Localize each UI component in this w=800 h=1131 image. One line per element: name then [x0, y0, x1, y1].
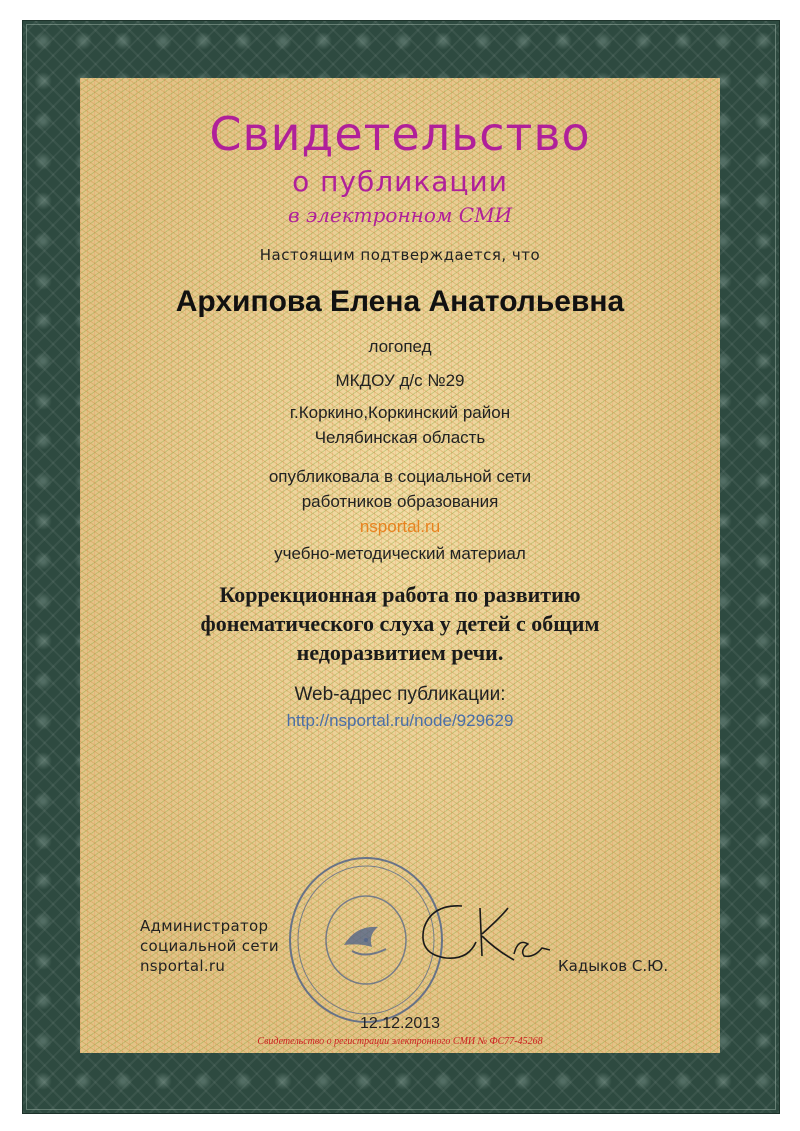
person-position: логопед [368, 337, 432, 356]
published-text-line1: опубликовала в социальной сети [268, 467, 532, 486]
organization: МКДОУ д/с №29 [335, 371, 465, 390]
work-title [0, 580, 800, 667]
site-name: nsportal.ru [359, 517, 441, 536]
certificate-subtitle: о публикации [292, 165, 508, 198]
admin-line1: Администратор [140, 917, 269, 935]
region: Челябинская область [314, 428, 486, 447]
city: г.Коркино,Коркинский район [289, 403, 511, 422]
handwritten-signature-icon [410, 898, 560, 973]
admin-caption [140, 916, 279, 976]
work-title-line3: недоразвитием речи. [296, 640, 504, 665]
work-title-line2: фонематического слуха у детей с общим [200, 611, 600, 636]
confirm-text: Настоящим подтверждается, что [259, 246, 541, 264]
issue-date: 12.12.2013 [359, 1015, 441, 1032]
web-address-label: Web-адрес публикации: [294, 684, 506, 705]
certificate-title: Свидетельство [209, 107, 591, 161]
registration-note: Свидетельство о регистрации электронного СМИ № ФС77-45268 [257, 1036, 543, 1047]
work-title-line1: Коррекционная работа по развитию [219, 582, 581, 607]
publication-url[interactable]: http://nsportal.ru/node/929629 [286, 711, 514, 730]
person-name: Архипова Елена Анатольевна [175, 285, 625, 318]
admin-line3: nsportal.ru [140, 957, 226, 975]
published-text-line2: работников образования [301, 492, 499, 511]
certificate-subtitle-media: в электронном СМИ [287, 203, 513, 227]
signer-name: Кадыков С.Ю. [558, 957, 669, 975]
admin-line2: социальной сети [140, 937, 279, 955]
material-type: учебно-методический материал [274, 544, 526, 563]
